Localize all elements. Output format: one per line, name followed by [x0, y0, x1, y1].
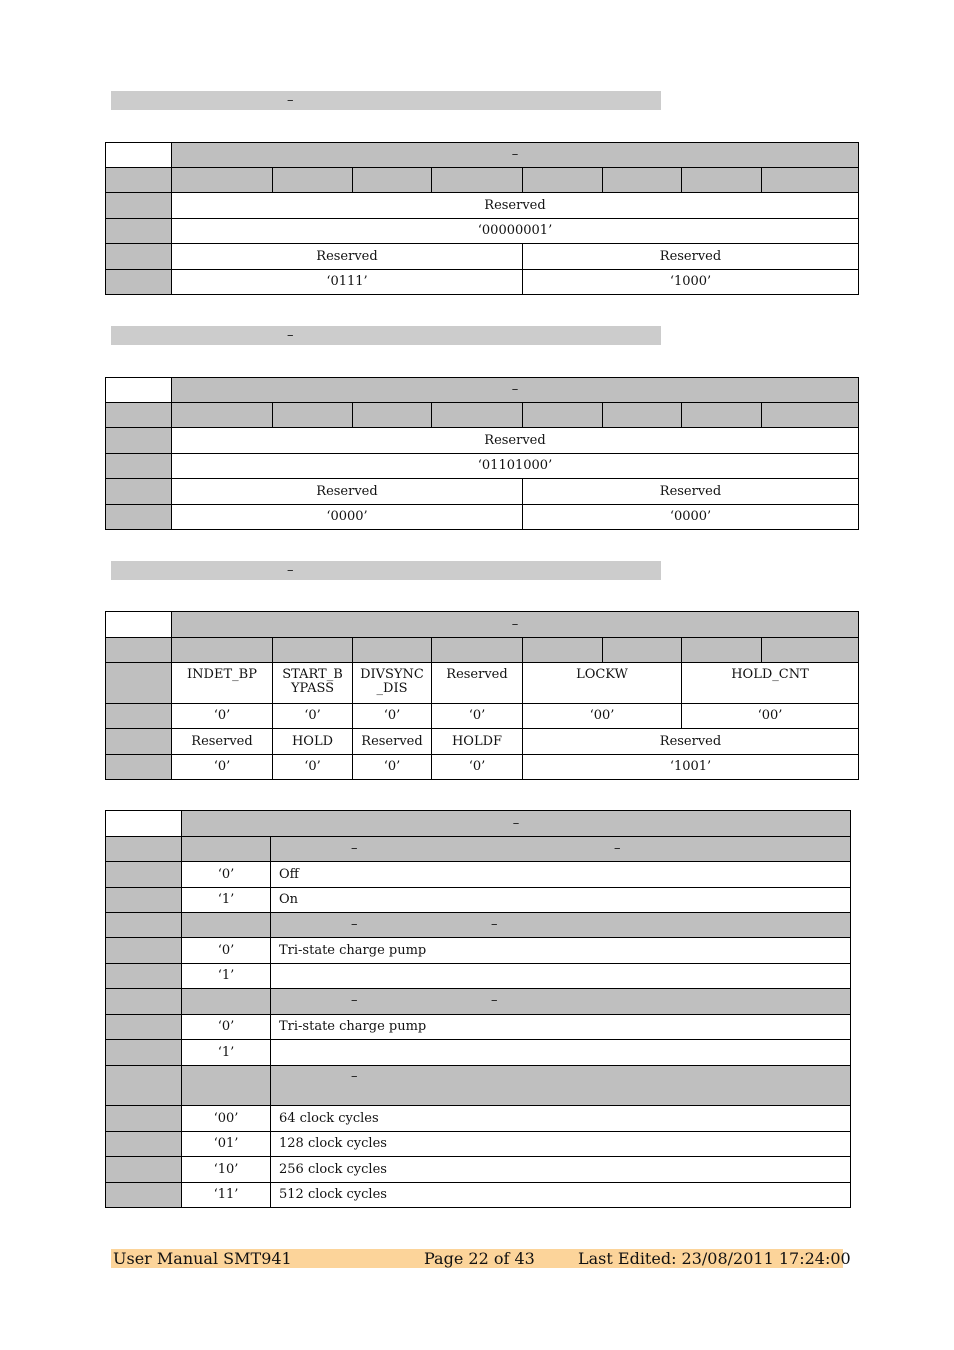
value-cell: ‘0’ — [182, 1015, 271, 1040]
value-cell: ‘0’ — [182, 862, 271, 888]
reserved-cell: Reserved — [172, 479, 523, 505]
register-table-2 — [105, 377, 859, 530]
row-label — [106, 479, 172, 505]
bit-label — [106, 403, 172, 428]
default-value-cell: ‘00’ — [682, 704, 859, 729]
heading-dash: – — [287, 328, 294, 343]
reserved-cell: Reserved — [172, 428, 859, 454]
default-value-cell: ‘00000001’ — [172, 219, 859, 244]
value-cell: ‘01’ — [182, 1132, 271, 1157]
footer-page-number: Page 22 of 43 — [424, 1249, 535, 1268]
heading-dash: – — [287, 563, 294, 578]
description-cell — [271, 964, 851, 989]
field-hold: HOLD — [273, 729, 353, 755]
row-label — [106, 505, 172, 530]
default-value-cell: ‘0000’ — [523, 505, 859, 530]
description-cell: 256 clock cycles — [271, 1157, 851, 1183]
reserved-cell: Reserved — [523, 244, 859, 270]
default-value-cell: ‘1001’ — [523, 755, 859, 780]
row-label — [106, 837, 182, 862]
description-cell: 512 clock cycles — [271, 1183, 851, 1208]
value-cell: ‘1’ — [182, 1040, 271, 1066]
field-heading: – — [271, 1066, 851, 1106]
bit-label — [106, 638, 172, 663]
field-heading: – – — [271, 989, 851, 1015]
field-divsync-dis: DIVSYNC _DIS — [353, 663, 432, 704]
row-label — [106, 663, 172, 704]
register-title: – — [172, 378, 859, 403]
default-value-cell: ‘0000’ — [172, 505, 523, 530]
bit-label — [106, 168, 172, 193]
field-reserved: Reserved — [523, 729, 859, 755]
heading-dash: – — [287, 93, 294, 108]
default-value-cell: ‘0’ — [172, 755, 273, 780]
default-value-cell: ‘0’ — [273, 755, 353, 780]
field-description-table — [105, 810, 851, 1208]
reserved-cell: Reserved — [172, 244, 523, 270]
description-cell: Off — [271, 862, 851, 888]
reserved-cell: Reserved — [523, 479, 859, 505]
row-label — [106, 989, 182, 1015]
value-cell: ‘11’ — [182, 1183, 271, 1208]
description-cell: 128 clock cycles — [271, 1132, 851, 1157]
section-heading-1 — [111, 91, 661, 110]
field-reserved: Reserved — [432, 663, 523, 704]
row-label — [106, 270, 172, 295]
section-heading-2 — [111, 326, 661, 345]
row-label — [106, 454, 172, 479]
row-label — [106, 244, 172, 270]
register-title: – — [172, 143, 859, 168]
description-cell — [271, 1040, 851, 1066]
default-value-cell: ‘0’ — [353, 755, 432, 780]
default-value-cell: ‘0111’ — [172, 270, 523, 295]
register-table-3 — [105, 611, 859, 780]
field-holdf: HOLDF — [432, 729, 523, 755]
row-label — [106, 1066, 182, 1106]
register-table-1 — [105, 142, 859, 295]
description-cell: 64 clock cycles — [271, 1106, 851, 1132]
description-cell: Tri-state charge pump — [271, 938, 851, 964]
default-value-cell: ‘0’ — [273, 704, 353, 729]
field-reserved: Reserved — [172, 729, 273, 755]
row-label — [106, 913, 182, 938]
default-value-cell: ‘01101000’ — [172, 454, 859, 479]
field-heading: – – — [271, 837, 851, 862]
header-corner — [106, 612, 172, 638]
footer-document-title: User Manual SMT941 — [113, 1249, 292, 1268]
default-value-cell: ‘0’ — [353, 704, 432, 729]
default-value-cell: ‘1000’ — [523, 270, 859, 295]
value-cell: ‘00’ — [182, 1106, 271, 1132]
row-label — [106, 193, 172, 219]
value-cell: ‘0’ — [182, 938, 271, 964]
field-reserved: Reserved — [353, 729, 432, 755]
header-corner — [106, 378, 172, 403]
section-heading-3 — [111, 561, 661, 580]
value-cell: ‘1’ — [182, 964, 271, 989]
description-cell: On — [271, 888, 851, 913]
row-label — [106, 729, 172, 755]
value-cell: ‘10’ — [182, 1157, 271, 1183]
row-label — [106, 704, 172, 729]
row-label — [106, 428, 172, 454]
footer-last-edited: Last Edited: 23/08/2011 17:24:00 — [578, 1249, 851, 1268]
default-value-cell: ‘0’ — [172, 704, 273, 729]
field-start-bypass: START_B YPASS — [273, 663, 353, 704]
row-label — [106, 755, 172, 780]
description-cell: Tri-state charge pump — [271, 1015, 851, 1040]
value-cell: ‘1’ — [182, 888, 271, 913]
default-value-cell: ‘00’ — [523, 704, 682, 729]
field-lockw: LOCKW — [523, 663, 682, 704]
page-footer — [111, 1249, 851, 1268]
reserved-cell: Reserved — [172, 193, 859, 219]
header-corner — [106, 143, 172, 168]
field-heading: – – — [271, 913, 851, 938]
field-hold-cnt: HOLD_CNT — [682, 663, 859, 704]
header-corner — [106, 811, 182, 837]
row-label — [106, 219, 172, 244]
register-title: – — [172, 612, 859, 638]
description-title: – — [182, 811, 851, 837]
default-value-cell: ‘0’ — [432, 704, 523, 729]
default-value-cell: ‘0’ — [432, 755, 523, 780]
field-indet-bp: INDET_BP — [172, 663, 273, 704]
